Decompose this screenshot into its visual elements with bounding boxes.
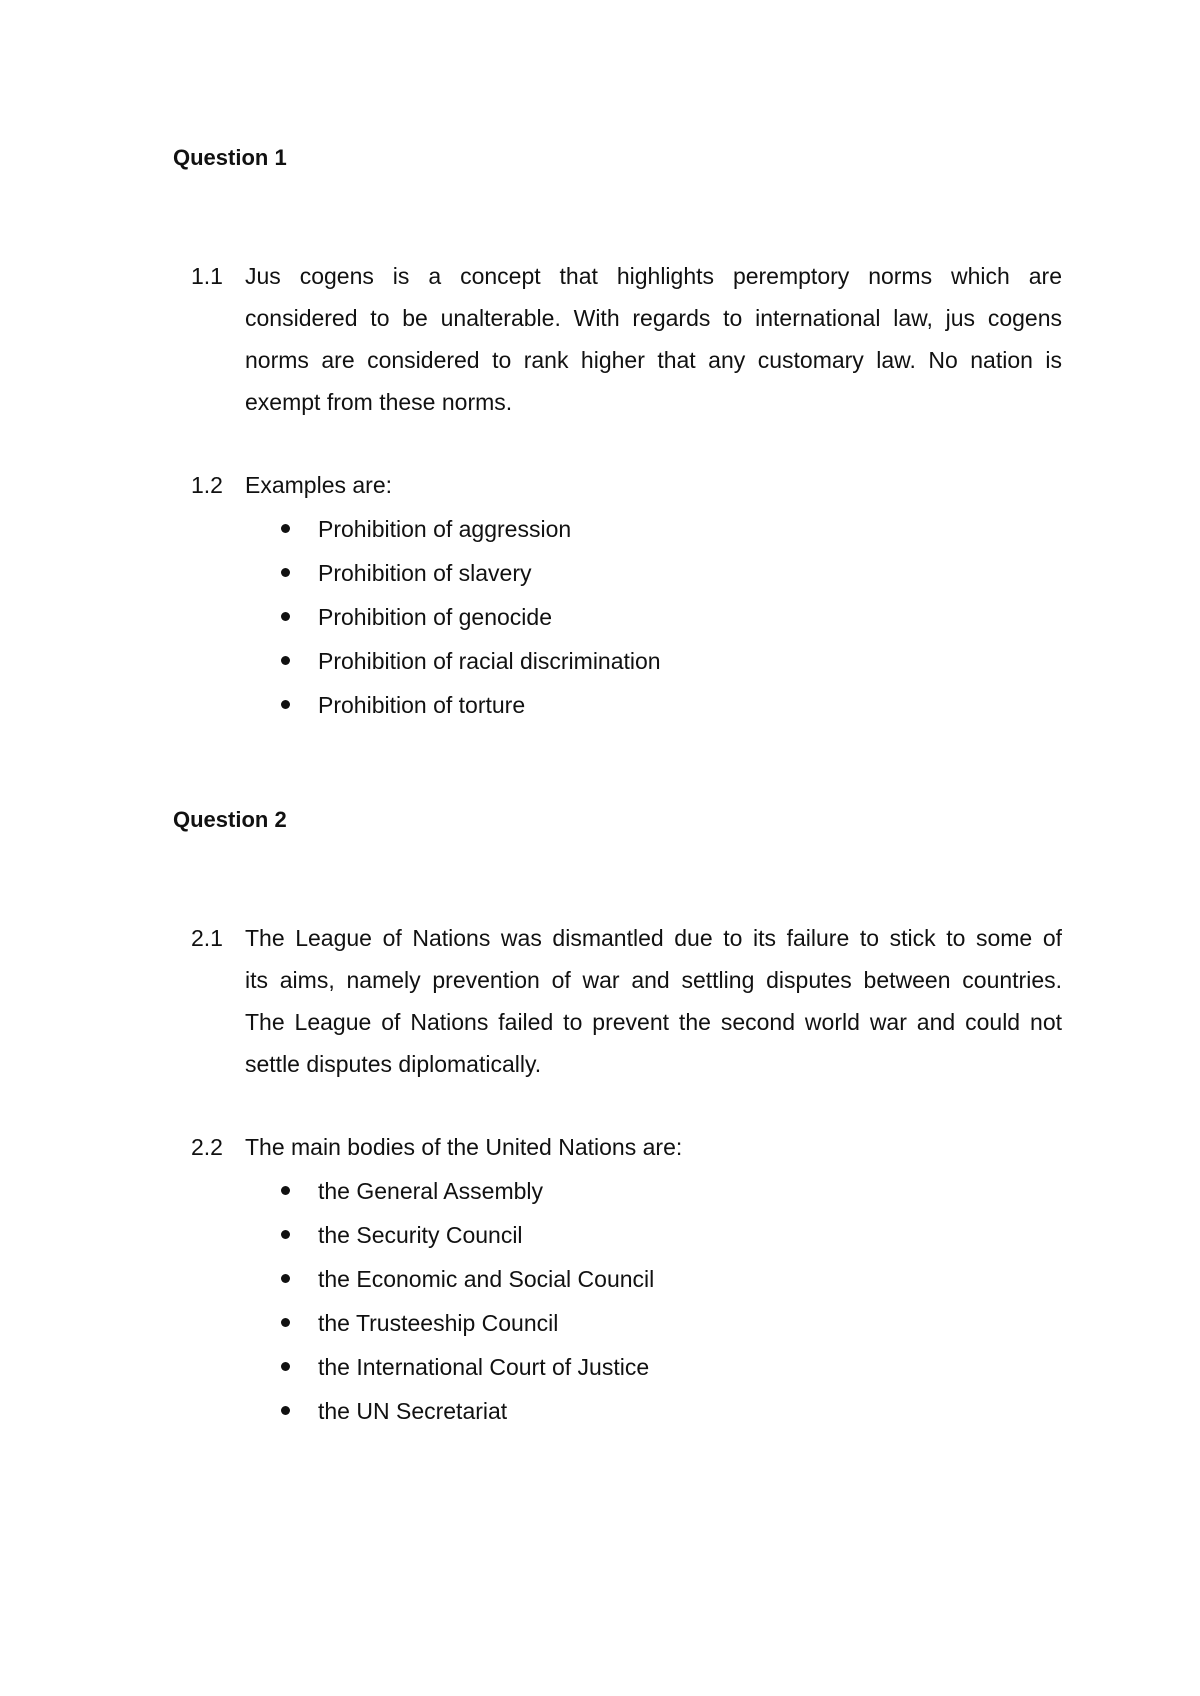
list-item bbox=[245, 1213, 654, 1257]
list-item-text: the International Court of Justice bbox=[318, 1354, 650, 1380]
item-2-2-number: 2.2 bbox=[191, 1134, 223, 1160]
bullet-icon bbox=[281, 568, 290, 577]
list-item-text: Prohibition of torture bbox=[318, 692, 526, 718]
list-item bbox=[245, 1169, 654, 1213]
un-bodies-list bbox=[245, 1169, 654, 1433]
item-1-1-paragraph bbox=[245, 255, 1062, 423]
list-item bbox=[245, 1257, 654, 1301]
list-item-text: Prohibition of aggression bbox=[318, 516, 572, 542]
bullet-icon bbox=[281, 1318, 290, 1327]
question-2-heading: Question 2 bbox=[173, 807, 287, 832]
list-item bbox=[245, 507, 661, 551]
paragraph-line: its aims, namely prevention of war and settling disputes between countries. bbox=[245, 967, 1062, 993]
list-item bbox=[245, 1301, 654, 1345]
list-item-text: the Security Council bbox=[318, 1222, 523, 1248]
bullet-icon bbox=[281, 700, 290, 709]
bullet-icon bbox=[281, 656, 290, 665]
item-2-1-paragraph bbox=[245, 917, 1062, 1085]
list-item-text: the Trusteeship Council bbox=[318, 1310, 559, 1336]
paragraph-line: The League of Nations failed to prevent the second world war and could not bbox=[245, 1009, 1062, 1035]
bullet-icon bbox=[281, 524, 290, 533]
list-item-text: the General Assembly bbox=[318, 1178, 544, 1204]
bullet-icon bbox=[281, 612, 290, 621]
list-item-text: the UN Secretariat bbox=[318, 1398, 508, 1424]
list-item bbox=[245, 551, 661, 595]
list-item bbox=[245, 1345, 654, 1389]
item-1-2-number: 1.2 bbox=[191, 472, 223, 498]
bullet-icon bbox=[281, 1362, 290, 1371]
bullet-icon bbox=[281, 1274, 290, 1283]
paragraph-line: norms are considered to rank higher that any customary law. No nation is bbox=[245, 347, 1062, 373]
list-item-text: Prohibition of genocide bbox=[318, 604, 552, 630]
examples-list bbox=[245, 507, 661, 727]
question-1-heading: Question 1 bbox=[173, 145, 287, 170]
paragraph-line: exempt from these norms. bbox=[245, 389, 513, 415]
item-1-2-intro: Examples are: bbox=[245, 472, 393, 498]
paragraph-line: settle disputes diplomatically. bbox=[245, 1051, 542, 1077]
item-1-1-number: 1.1 bbox=[191, 263, 223, 289]
bullet-icon bbox=[281, 1230, 290, 1239]
list-item bbox=[245, 595, 661, 639]
paragraph-line: Jus cogens is a concept that highlights peremptory norms which are bbox=[245, 263, 1062, 289]
paragraph-line: considered to be unalterable. With regards to international law, jus cogens bbox=[245, 305, 1062, 331]
list-item bbox=[245, 1389, 654, 1433]
list-item-text: Prohibition of racial discrimination bbox=[318, 648, 661, 674]
bullet-icon bbox=[281, 1186, 290, 1195]
list-item bbox=[245, 639, 661, 683]
bullet-icon bbox=[281, 1406, 290, 1415]
list-item-text: Prohibition of slavery bbox=[318, 560, 532, 586]
item-2-1-number: 2.1 bbox=[191, 925, 223, 951]
item-2-2-intro: The main bodies of the United Nations are: bbox=[245, 1134, 683, 1160]
list-item-text: the Economic and Social Council bbox=[318, 1266, 655, 1292]
paragraph-line: The League of Nations was dismantled due to its failure to stick to some of bbox=[245, 925, 1062, 951]
list-item bbox=[245, 683, 661, 727]
